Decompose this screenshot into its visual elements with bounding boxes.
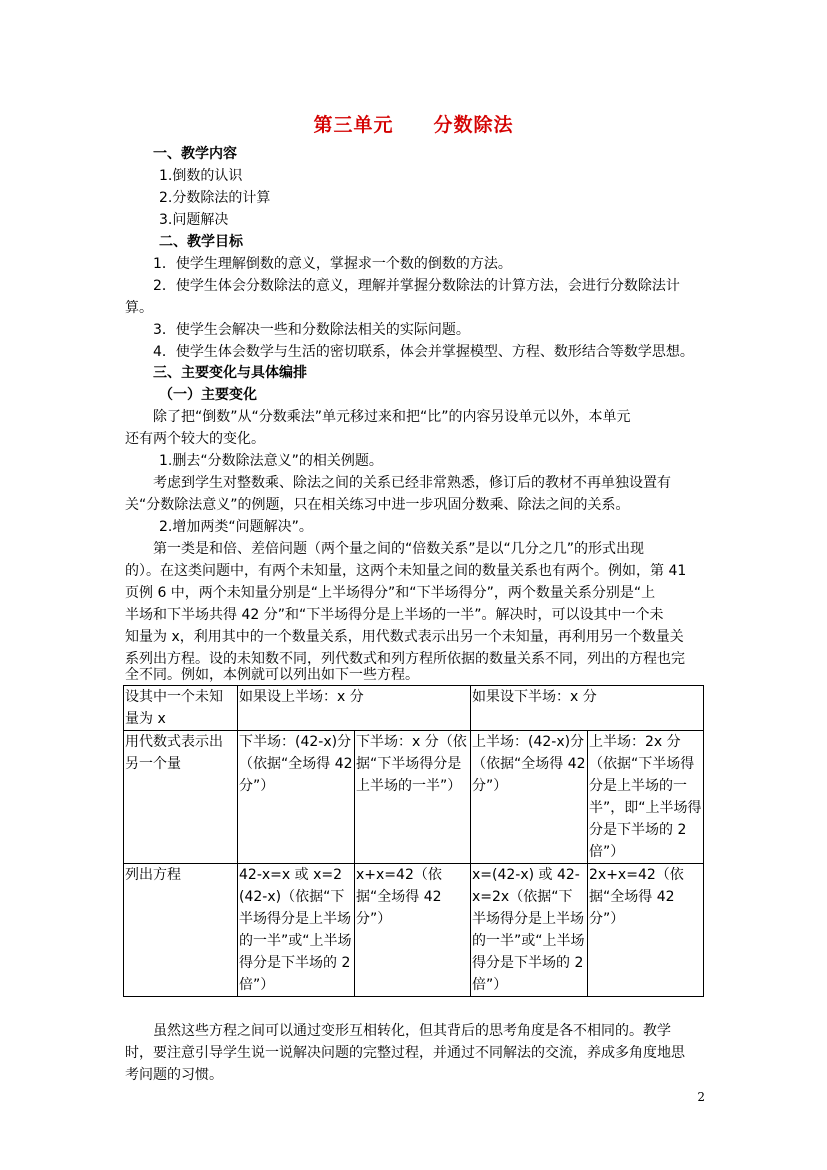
paragraph-line: 时，要注意引导学生说一说解决问题的完整过程，并通过不同解法的交流，养成多角度地思 [125,1045,685,1061]
table-cell: 下半场：x 分（依据“下半场得分是上半场的一半”） [355,731,471,864]
page-number: 2 [697,1090,705,1104]
title-topic: 分数除法 [433,114,514,136]
section-heading-goals: 二、教学目标 [159,234,243,250]
table-cell: 下半场：(42-x)分（依据“全场得 42 分”） [238,731,355,864]
paragraph-line: 除了把“倒数”从“分数乘法”单元移过来和把“比”的内容另设单元以外，本单元 [153,409,631,425]
goal-item: 1．使学生理解倒数的意义，掌握求一个数的倒数的方法。 [153,256,512,272]
section-heading-content: 一、教学内容 [153,146,237,162]
table-cell: 用代数式表示出另一个量 [124,731,238,864]
paragraph-line: 半场和下半场共得 42 分”和“下半场得分是上半场的一半”。解决时，可以设其中一个未 [125,607,664,623]
subsection-heading: （一）主要变化 [159,387,257,403]
paragraph-line: 考虑到学生对整数乘、除法之间的关系已经非常熟悉，修订后的教材不再单独设置有 [153,475,671,491]
change-item: 2.增加两类“问题解决”。 [159,519,313,535]
paragraph-line: 还有两个较大的变化。 [125,431,265,447]
paragraph-line: 虽然这些方程之间可以通过变形互相转化，但其背后的思考角度是各不相同的。教学 [153,1023,671,1039]
table-cell: 上半场：(42-x)分（依据“全场得 42 分”） [471,731,588,864]
paragraph-line: 页例 6 中，两个未知量分别是“上半场得分”和“下半场得分”，两个数量关系分别是“上 [125,585,656,601]
table-cell: 42-x=x 或 x=2(42-x)（依据“下半场得分是上半场的一半”或“上半场得分是下半场的 2 倍”） [238,864,355,997]
table-cell: x+x=42（依据“全场得 42 分”） [355,864,471,997]
table-cell: 设其中一个未知量为 x [124,686,238,731]
content-item: 2.分数除法的计算 [159,190,271,206]
table-row [124,864,704,997]
paragraph-line: 第一类是和倍、差倍问题（两个量之间的“倍数关系”是以“几分之几”的形式出现 [153,541,645,557]
paragraph-line: 考问题的习惯。 [125,1067,223,1083]
paragraph-line: 系列出方程。设的未知数不同，列代数式和列方程所依据的数量关系不同，列出的方程也完 [125,651,685,667]
page-title [0,110,827,137]
table-cell: 列出方程 [124,864,238,997]
table-row [124,731,704,864]
table-row [124,686,704,731]
goal-item: 3．使学生会解决一些和分数除法相关的实际问题。 [153,322,470,338]
section-heading-changes: 三、主要变化与具体编排 [153,365,307,381]
paragraph-line: 的）。在这类问题中，有两个未知量，这两个未知量之间的数量关系也有两个。例如，第 41 [125,563,687,579]
table-cell: 上半场：2x 分（依据“下半场得分是上半场的一半”，即“上半场得分是下半场的 2 倍”） [588,731,704,864]
table-cell: 2x+x=42（依据“全场得 42 分”） [588,864,704,997]
change-item: 1.删去“分数除法意义”的相关例题。 [159,453,383,469]
title-unit: 第三单元 [313,114,394,136]
content-item: 1.倒数的认识 [159,168,243,184]
paragraph-line: 全不同。例如，本例就可以列出如下一些方程。 [125,667,419,683]
content-item: 3.问题解决 [159,212,229,228]
equation-table [123,685,704,997]
goal-item: 4．使学生体会数学与生活的密切联系，体会并掌握模型、方程、数形结合等数学思想。 [153,344,694,360]
paragraph-line: 关“分数除法意义”的例题，只在相关练习中进一步巩固分数乘、除法之间的关系。 [125,497,630,513]
paragraph-line: 知量为 x，利用其中的一个数量关系，用代数式表示出另一个未知量，再利用另一个数量关 [125,629,684,645]
table-cell: x=(42-x) 或 42-x=2x（依据“下半场得分是上半场的一半”或“上半场得分是下半场的 2 倍”） [471,864,588,997]
table-cell: 如果设下半场：x 分 [471,686,704,731]
table-cell: 如果设上半场：x 分 [238,686,471,731]
goal-item: 2．使学生体会分数除法的意义，理解并掌握分数除法的计算方法，会进行分数除法计 [153,278,680,294]
goal-item-cont: 算。 [125,300,153,316]
